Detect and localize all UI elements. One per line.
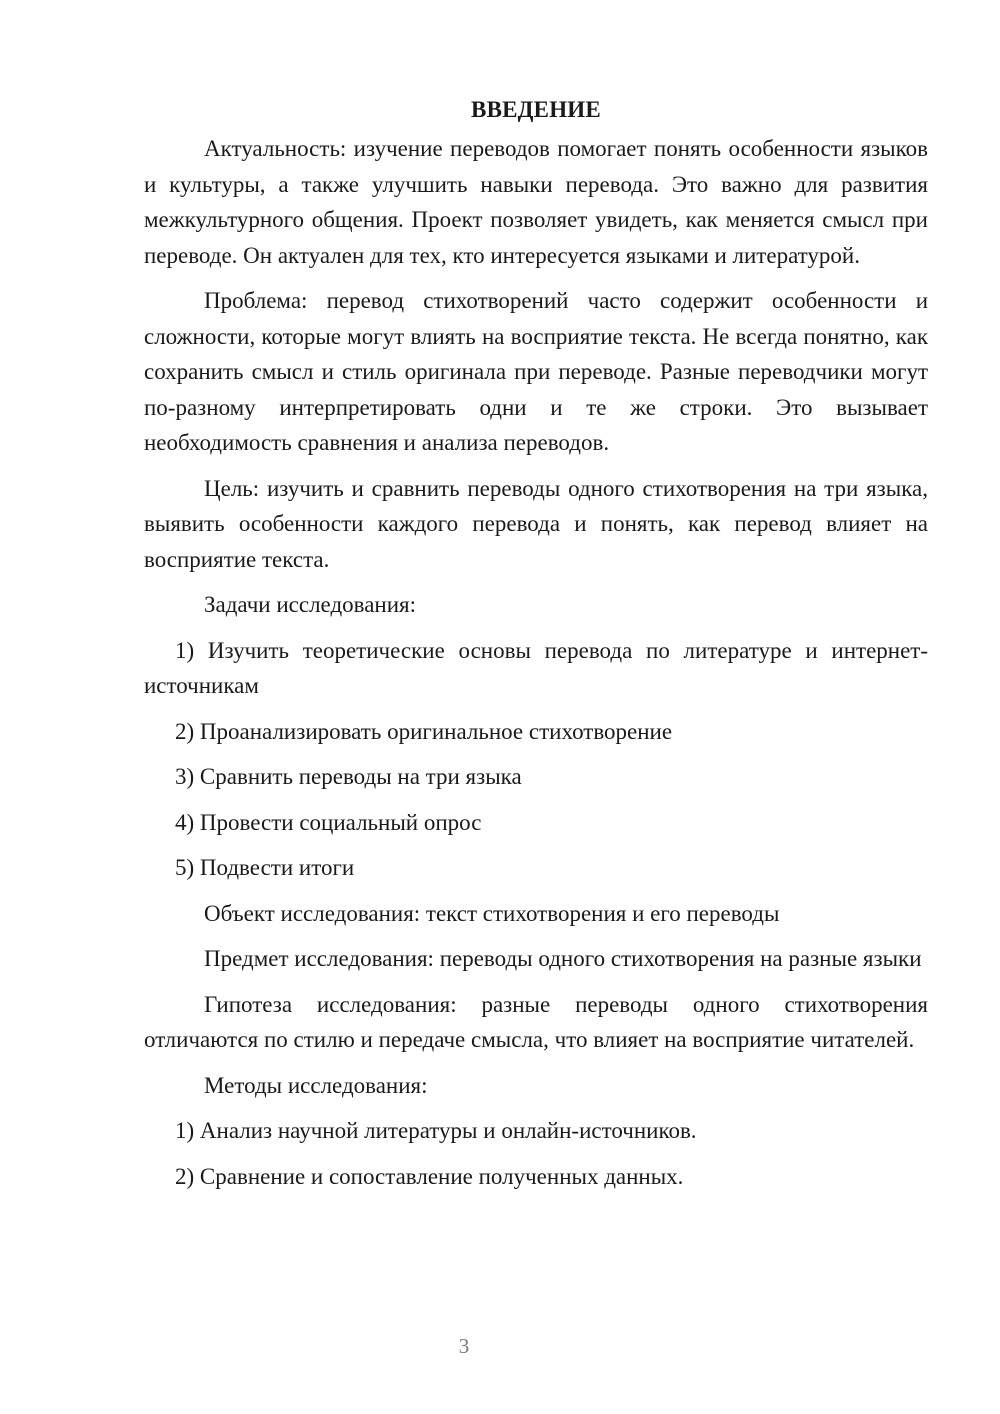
paragraph-relevance: Актуальность: изучение переводов помогает понять особенности языков и культуры, а также улучшить навыки перевода. Это важно для развития межкультурного общения. Проект позволяет увидеть, как меняется смысл при переводе. Он актуален для тех, кто интересуется языками и литературой. xyxy=(144,136,928,268)
task-item: 3) Сравнить переводы на три языка xyxy=(175,764,522,789)
task-item: 5) Подвести итоги xyxy=(175,855,355,880)
method-item: 2) Сравнение и сопоставление полученных данных. xyxy=(175,1163,684,1189)
tasks-heading: Задачи исследования: xyxy=(204,592,417,617)
paragraph-hypothesis: Гипотеза исследования: разные переводы одного стихотворения отличаются по стилю и передаче смысла, что влияет на восприятие читателей. xyxy=(144,991,928,1052)
paragraph-goal: Цель: изучить и сравнить переводы одного стихотворения на три языка, выявить особенности каждого перевода и понять, как перевод влияет на восприятие текста. xyxy=(144,475,928,572)
task-item: 2) Проанализировать оригинальное стихотворение xyxy=(175,718,673,744)
paragraph-subject: Предмет исследования: переводы одного стихотворения на разные языки xyxy=(204,946,922,971)
document-page xyxy=(144,92,928,1204)
task-item: 4) Провести социальный опрос xyxy=(175,809,482,835)
page-number: 3 xyxy=(458,1334,470,1358)
paragraph-problem: Проблема: перевод стихотворений часто содержит особенности и сложности, которые могут влиять на восприятие текста. Не всегда понятно, как сохранить смысл и стиль оригинала при переводе. Разные переводчики могут по-разному интерпретировать одни и те же строки. Это вызывает необходимость сравнения и анализа переводов. xyxy=(144,288,928,455)
task-item: 1) Изучить теоретические основы перевода по литературе и интернет-источникам xyxy=(144,637,928,698)
paragraph-object: Объект исследования: текст стихотворения и его переводы xyxy=(204,900,780,926)
page-title: ВВЕДЕНИЕ xyxy=(471,97,601,122)
methods-heading: Методы исследования: xyxy=(204,1072,428,1098)
method-item: 1) Анализ научной литературы и онлайн-источников. xyxy=(175,1118,697,1143)
